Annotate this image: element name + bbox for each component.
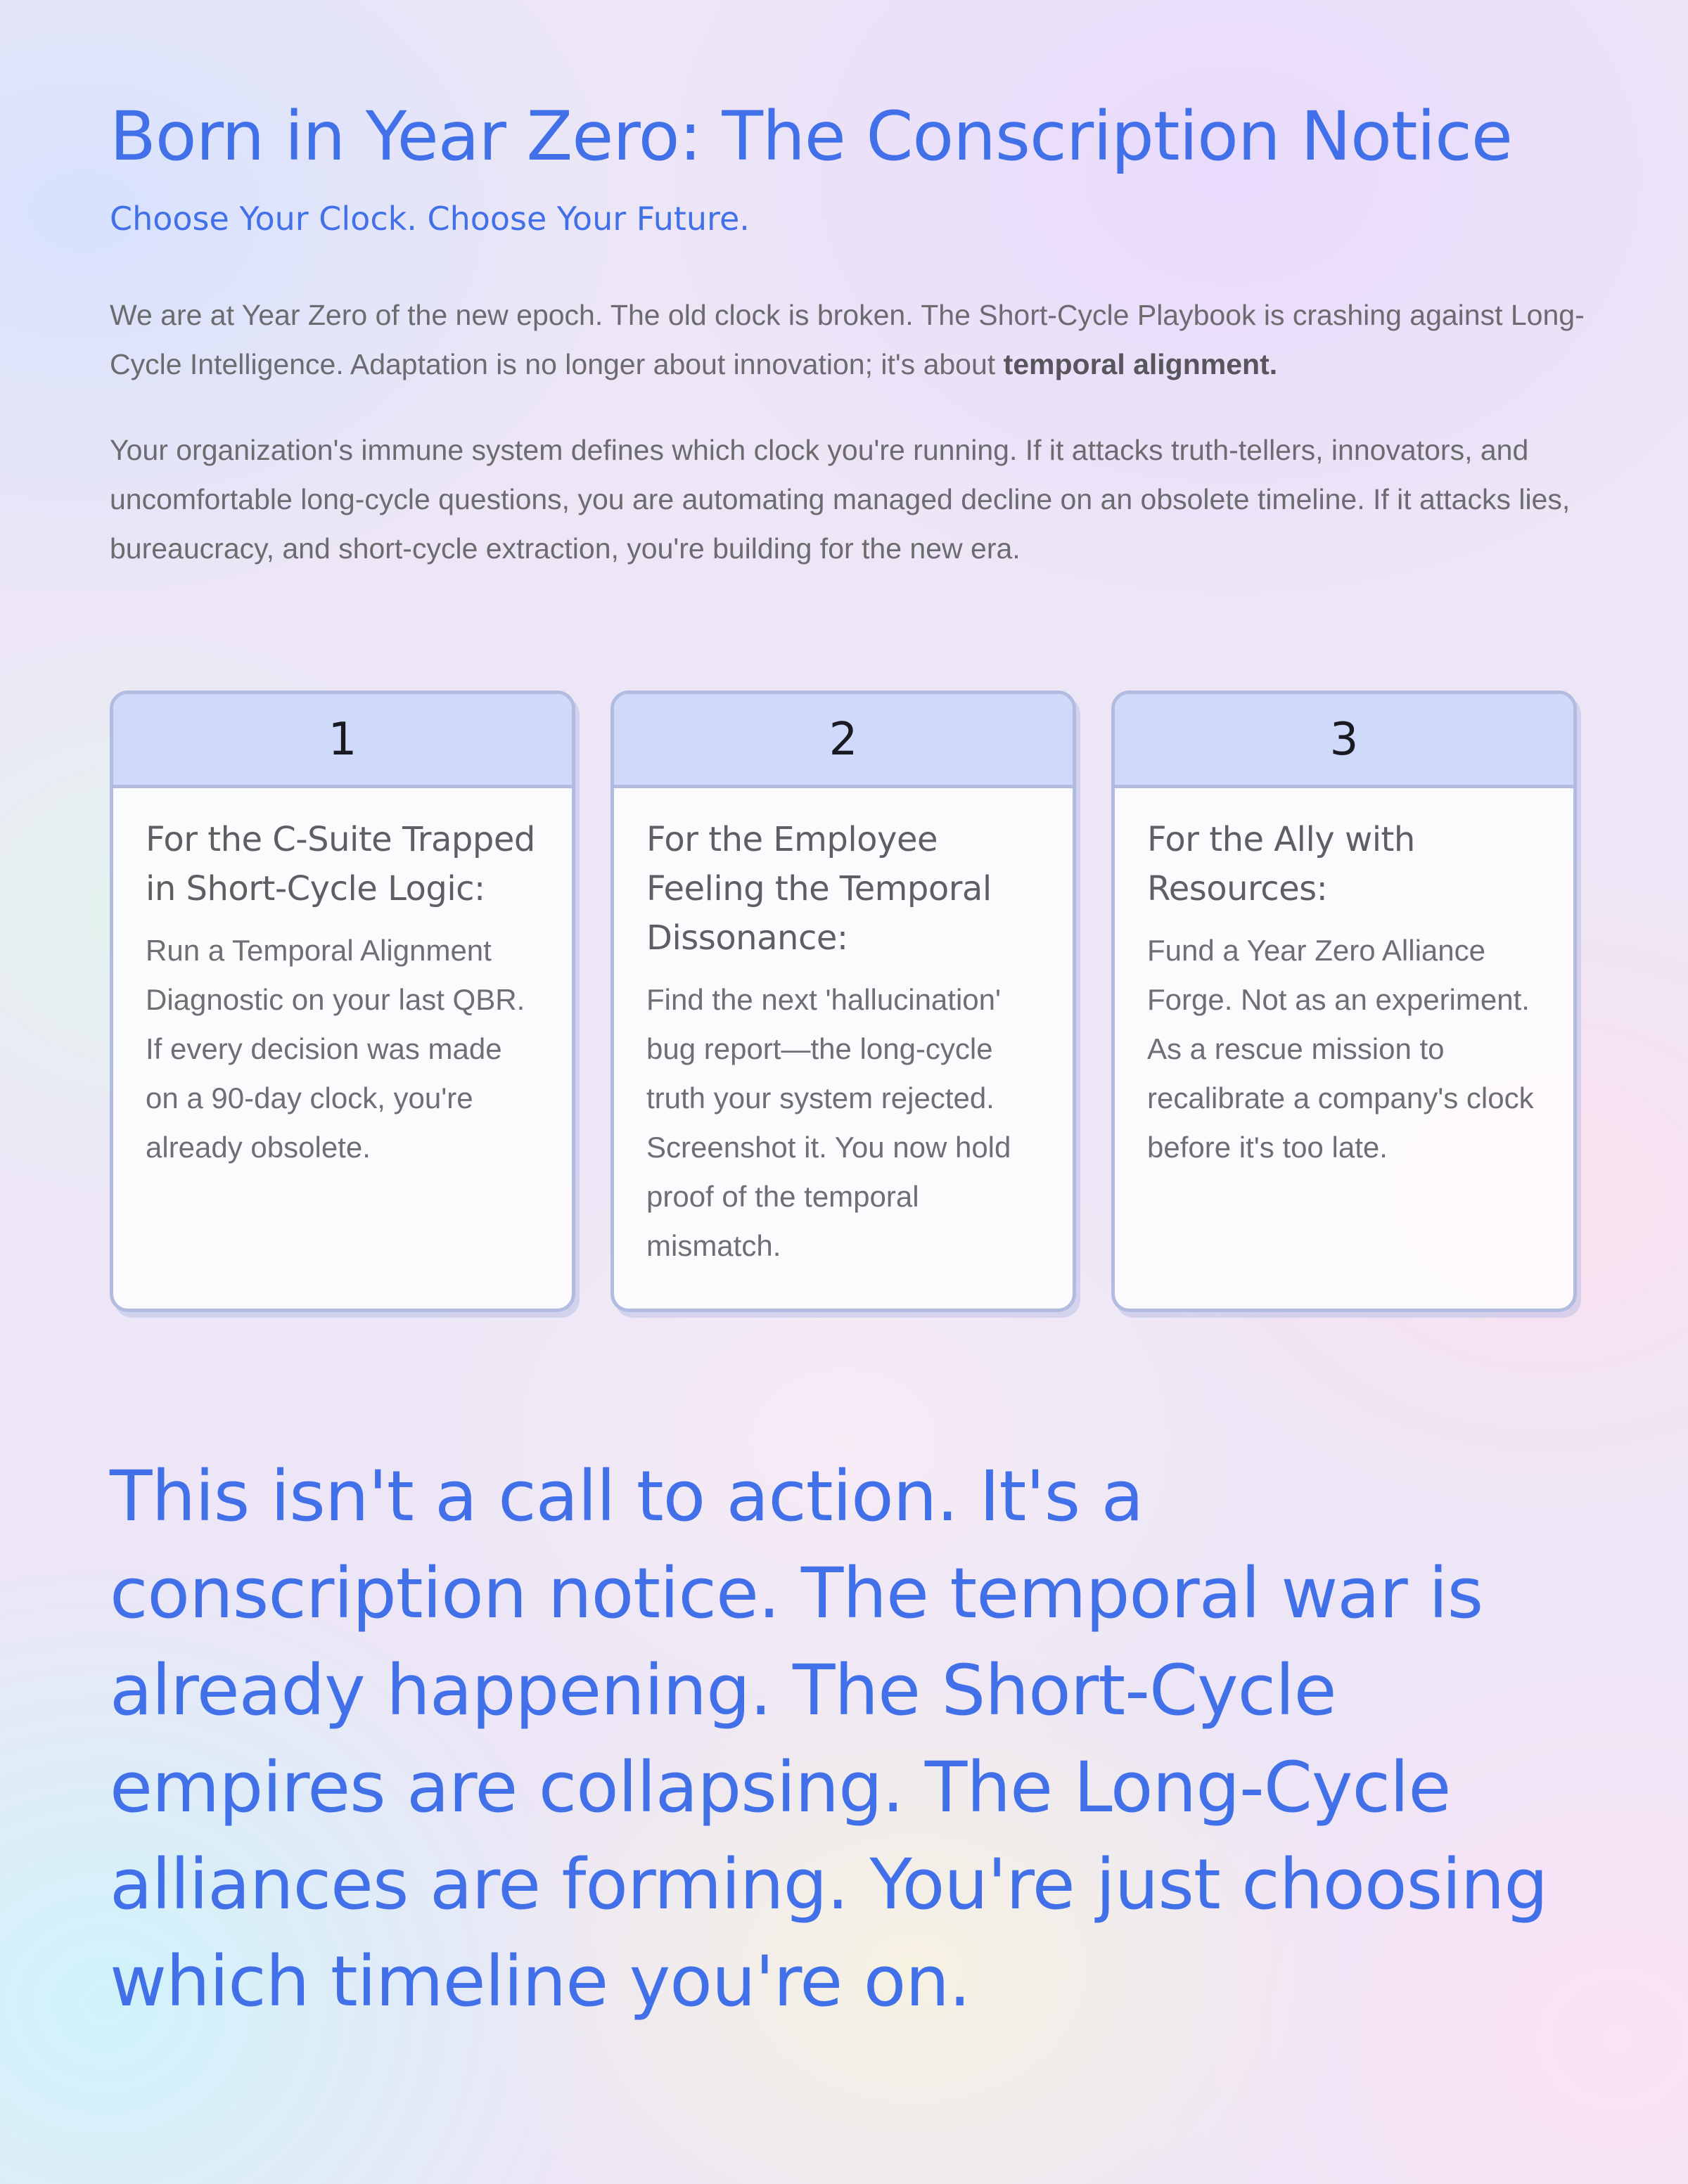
card-text: Find the next 'hallucination' bug report—the long-cycle truth your system rejected. Screenshot it. You now hold proof of the temporal mismatch. (646, 983, 1011, 1262)
card-title: For the Employee Feeling the Temporal Dissonance: (646, 820, 992, 958)
audience-cards (110, 690, 1581, 1316)
intro-paragraph-1 (110, 290, 1587, 389)
card-body (113, 788, 572, 1172)
card-employee (610, 690, 1076, 1312)
card-number: 3 (1115, 694, 1573, 788)
card-ally (1111, 690, 1577, 1312)
card-number: 2 (614, 694, 1073, 788)
card-text: Run a Temporal Alignment Diagnostic on your last QBR. If every decision was made on a 90-day clock, you're already obsolete. (146, 934, 525, 1164)
card-body (614, 788, 1073, 1271)
card-body (1115, 788, 1573, 1172)
card-number: 1 (113, 694, 572, 788)
card-title: For the C-Suite Trapped in Short-Cycle Logic: (146, 820, 535, 908)
intro-emphasis: temporal alignment. (1003, 348, 1278, 380)
closing-statement: This isn't a call to action. It's a conscription notice. The temporal war is already happening. The Short-Cycle empires are collapsing. The Long-Cycle alliances are forming. You're just choosing which timeline you're on. (110, 1456, 1548, 2022)
page-subtitle: Choose Your Clock. Choose Your Future. (110, 200, 750, 238)
intro-paragraph-2: Your organization's immune system defines which clock you're running. If it attacks truth-tellers, innovators, and uncomfortable long-cycle questions, you are automating managed decline on an obsolete timeline. If it attacks lies, bureaucracy, and short-cycle extraction, you're building for the new era. (110, 434, 1571, 565)
card-c-suite (110, 690, 575, 1312)
intro-paragraph-1-text: We are at Year Zero of the new epoch. The old clock is broken. The Short-Cycle Playbook is crashing against Long-Cycle Intelligence. Adaptation is no longer about innovation; it's about (110, 299, 1585, 380)
card-title: For the Ally with Resources: (1147, 820, 1415, 908)
page-title: Born in Year Zero: The Conscription Notice (110, 97, 1512, 176)
card-text: Fund a Year Zero Alliance Forge. Not as an experiment. As a rescue mission to recalibrate a company's clock before it's too late. (1147, 934, 1534, 1164)
